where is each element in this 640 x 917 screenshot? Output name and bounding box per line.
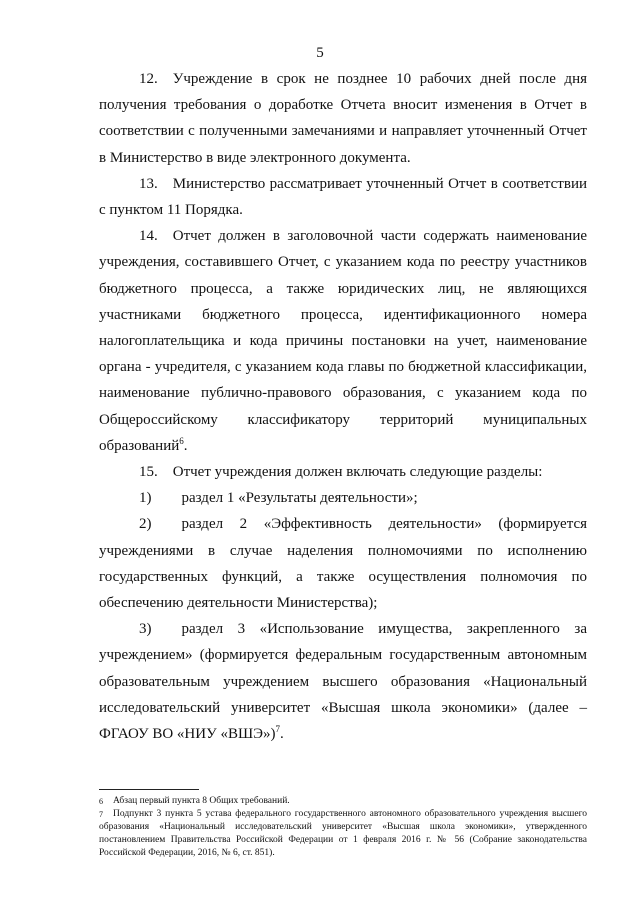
footnote-mark: 6 — [99, 797, 103, 806]
paragraph-12: 12. Учреждение в срок не позднее 10 рабочих дней после дня получения требования о доработке Отчета вносит изменения в Отчет в соответствии с полученными замечаниями и направляет уточненный Отчет в Министерство в виде электронного документа. — [99, 71, 587, 166]
footnote-separator — [99, 789, 199, 790]
list-item-3-end: . — [280, 726, 284, 743]
paragraph-14-end: . — [183, 437, 188, 454]
footnote-mark: 7 — [99, 810, 103, 819]
list-item-2: 2) раздел 2 «Эффективность деятельности» (формируется учреждениями в случае наделения полномочиями по исполнению государственных функций, а также осуществления полномочия по обеспечению деятельности Министерства); — [99, 516, 587, 612]
paragraph-14 — [99, 223, 587, 459]
list-item-3 — [99, 616, 587, 747]
footnote-text: Подпункт 3 пункта 5 устава федерального государственного автономного образовательного учреждения высшего образования «Национальный исследовательский университет «Высшая школа экономики», утвержденного постановлением Правительства Российской Федерации от 1 февраля 2016 г. № 56 (Собрание законодательства Российской Федерации, 2016, № 6, ст. 851). — [99, 809, 587, 858]
document-body — [99, 66, 587, 747]
footnote-7 — [99, 808, 587, 860]
paragraph-13: 13. Министерство рассматривает уточненный Отчет в соответствии с пунктом 11 Порядка. — [99, 175, 587, 219]
footnotes — [99, 795, 587, 860]
footnote-6 — [99, 795, 587, 808]
footnote-ref-7[interactable]: 7 — [275, 724, 280, 735]
paragraph-15: 15. Отчет учреждения должен включать следующие разделы: — [139, 464, 543, 481]
list-item-3-text: 3) раздел 3 «Использование имущества, закрепленного за учреждением» (формируется федеральным государственным автономным образовательным учреждением высшего образования «Национальный исследовательский университет «Высшая школа экономики» (далее – ФГАОУ ВО «НИУ «ВШЭ») — [99, 621, 587, 743]
footnote-text: Абзац первый пункта 8 Общих требований. — [113, 796, 290, 806]
footnote-ref-6[interactable]: 6 — [179, 435, 184, 446]
paragraph-14-text: 14. Отчет должен в заголовочной части содержать наименование учреждения, составившего Отчет, с указанием кода по реестру участников бюджетного процесса, а также юридических лиц, не являющихся участниками бюджетного процесса, идентификационного номера налогоплательщика и кода причины постановки на учет, наименование органа - учредителя, с указанием кода главы по бюджетной классификации, наименование публично-правового образования, с указанием кода по Общероссийскому классификатору территорий муниципальных образований — [99, 228, 587, 454]
page-number: 5 — [316, 45, 324, 61]
list-item-1: 1) раздел 1 «Результаты деятельности»; — [139, 490, 418, 507]
